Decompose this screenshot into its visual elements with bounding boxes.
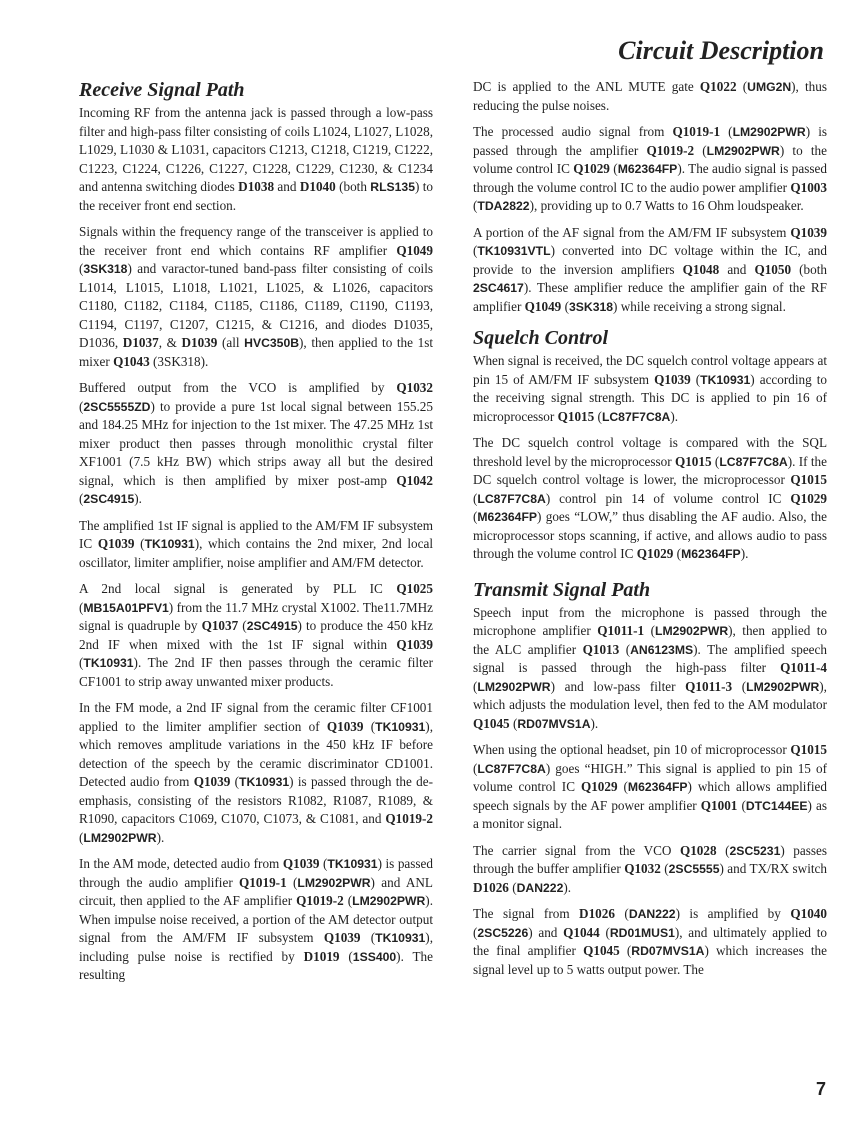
part-ref: Q1039 — [790, 224, 827, 240]
paragraph: The signal from D1026 (DAN222) is amplified by Q1040 (2SC5226) and Q1044 (RD01MUS1), and ultimately applied to the final amplifier Q1045 (RD07MVS1A) which increases the signal level up to 5 watts output power. The — [473, 906, 827, 977]
part-ref: Q1015 — [790, 742, 827, 757]
transmit-paragraphs — [473, 604, 827, 980]
part-ref: Q1048 — [682, 261, 720, 277]
part-ref: Q1039 — [193, 774, 231, 789]
part-ref: 1SS400 — [352, 949, 397, 964]
part-ref: 2SC5555 — [668, 862, 720, 876]
part-ref: LM2902PWR — [297, 875, 371, 890]
part-ref: TK10931VTL — [477, 244, 551, 258]
part-ref: Q1039 — [326, 718, 364, 734]
part-ref: Q1019-2 — [385, 811, 433, 826]
part-ref: LC87F7C8A — [601, 409, 671, 424]
part-ref: LM2902PWR — [477, 679, 551, 694]
paragraph: Incoming RF from the antenna jack is passed through a low-pass filter and high-pass filter consisting of coils L1024, L1027, L1028, L1029, L1030 & L1031, capacitors C1213, C1218, C1219, C1222, C1223, C1224, C1226, C1227, C1228, C1229, C1230, & C1234 and antenna switching diodes D1038 and D1040 (both RLS135) to the receiver front end section. — [79, 105, 433, 213]
paragraph: In the FM mode, a 2nd IF signal from the ceramic filter CF1001 applied to the limiter amplifier section of Q1039 (TK10931), which removes amplitude variations in the 450 kHz IF before detection of the speech by the ceramic discriminator CD1001. Detected audio from Q1039 (TK10931) is passed through the de-emphasis, consisting of the resistors R1082, R1087, R1089, & R1090, capacitors C1069, C1070, C1073, & C1081, and Q1019-2 (LM2902PWR). — [79, 700, 433, 845]
part-ref: Q1044 — [563, 924, 600, 940]
part-ref: LM2902PWR — [706, 143, 780, 158]
part-ref: AN6123MS — [630, 642, 694, 657]
part-ref: LM2902PWR — [352, 894, 426, 908]
part-ref: LM2902PWR — [732, 125, 806, 139]
part-ref: D1019 — [303, 948, 340, 964]
part-ref: TK10931 — [375, 719, 426, 734]
part-ref: Q1029 — [573, 161, 610, 176]
part-ref: Q1022 — [699, 79, 737, 94]
part-ref: Q1001 — [700, 797, 738, 813]
part-ref: DAN222 — [628, 907, 676, 921]
part-ref: 2SC5555ZD — [83, 399, 151, 414]
part-ref: Q1037 — [201, 618, 239, 633]
receive-heading: Receive Signal Path — [79, 79, 245, 101]
receive-paragraphs — [79, 104, 433, 985]
part-ref: Q1011-3 — [685, 678, 733, 694]
part-ref: Q1019-2 — [646, 142, 695, 158]
paragraph: When signal is received, the DC squelch control voltage appears at pin 15 of AM/FM IF subsystem Q1039 (TK10931) according to the receiving signal strength. This DC is applied to pin 16 of microprocessor Q1015 (LC87F7C8A). — [473, 353, 827, 424]
paragraph: The DC squelch control voltage is compared with the SQL threshold level by the microprocessor Q1015 (LC87F7C8A). If the DC squelch control voltage is lower, the microprocessor Q1015 (LC87F7C8A) control pin 14 of volume control IC Q1029 (M62364FP) goes “LOW,” thus disabling the AF audio. Also, the microprocessor stops scanning, if active, and allows audio to pass through the volume control IC Q1029 (M62364FP). — [473, 435, 827, 561]
part-ref: Q1039 — [396, 636, 433, 652]
part-ref: 2SC4617 — [473, 281, 524, 295]
part-ref: RD01MUS1 — [609, 925, 675, 940]
part-ref: MB15A01PFV1 — [83, 600, 169, 615]
paragraph: Speech input from the microphone is passed through the microphone amplifier Q1011-1 (LM2902PWR), then applied to the ALC amplifier Q1013 (AN6123MS). The amplified speech signal is passed through the high-pass filter Q1011-4 (LM2902PWR) and low-pass filter Q1011-3 (LM2902PWR), which adjusts the modulation level, then fed to the AM modulator Q1045 (RD07MVS1A). — [473, 604, 827, 731]
part-ref: 2SC5231 — [729, 843, 781, 858]
part-ref: LM2902PWR — [655, 624, 729, 638]
part-ref: TK10931 — [83, 656, 134, 670]
part-ref: UMG2N — [747, 80, 792, 94]
part-ref: LM2902PWR — [746, 679, 820, 694]
part-ref: Q1042 — [396, 472, 433, 488]
paragraph: The amplified 1st IF signal is applied to the AM/FM IF subsystem IC Q1039 (TK10931), which contains the 2nd mixer, 2nd local oscillator, limiter amplifier, noise amplifier and AM/FM detector. — [79, 517, 434, 570]
paragraph: The processed audio signal from Q1019-1 (LM2902PWR) is passed through the amplifier Q1019-2 (LM2902PWR) to the volume control IC Q1029 (M62364FP). The audio signal is passed through the volume control IC to the audio power amplifier Q1003 (TDA2822), providing up to 0.7 Watts to 16 Ohm loudspeaker. — [473, 124, 828, 213]
part-ref: Q1015 — [674, 453, 712, 469]
part-ref: 3SK318 — [568, 299, 614, 314]
part-ref: M62364FP — [627, 780, 688, 794]
part-ref: TK10931 — [327, 857, 378, 871]
part-ref: Q1043 — [113, 353, 150, 369]
part-ref: M62364FP — [477, 510, 538, 524]
part-ref: D1038 — [238, 179, 275, 194]
paragraph: A portion of the AF signal from the AM/FM IF subsystem Q1039 (TK10931VTL) converted into DC voltage within the IC, and provide to the inversion amplifiers Q1048 and Q1050 (both 2SC4617). These amplifier reduce the amplifier gain of the RF amplifier Q1049 (3SK318) while receiving a strong signal. — [473, 224, 827, 314]
paragraph: Signals within the frequency range of the transceiver is applied to the receiver front end which contains RF amplifier Q1049 (3SK318) and varactor-tuned band-pass filter consisting of coils L1014, L1015, L1018, L1021, L1025, & L1026, capacitors C1180, C1182, C1184, C1185, C1186, C1189, C1190, C1193, C1194, C1197, C1207, C1215, & C1216, and diodes D1035, D1036, D1037, & D1039 (all HVC350B), then applied to the 1st mixer Q1043 (3SK318). — [79, 224, 433, 369]
part-ref: TK10931 — [239, 775, 290, 789]
part-ref: 2SC4915 — [246, 619, 298, 633]
part-ref: RLS135 — [370, 180, 415, 194]
right-column — [473, 78, 827, 987]
part-ref: Q1029 — [580, 779, 618, 794]
part-ref: LM2902PWR — [83, 830, 157, 845]
part-ref: DTC144EE — [745, 798, 808, 813]
part-ref: Q1013 — [582, 641, 620, 657]
page-number: 7 — [815, 1079, 826, 1099]
part-ref: LC87F7C8A — [477, 491, 546, 506]
part-ref: Q1025 — [396, 581, 433, 596]
paragraph: DC is applied to the ANL MUTE gate Q1022 (UMG2N), thus reducing the pulse noises. — [473, 79, 828, 113]
part-ref: 3SK318 — [83, 262, 128, 276]
part-ref: Q1029 — [636, 546, 674, 561]
part-ref: D1026 — [579, 906, 615, 921]
part-ref: LC87F7C8A — [477, 761, 546, 776]
part-ref: Q1019-1 — [672, 124, 721, 139]
paragraph: Buffered output from the VCO is amplified by Q1032 (2SC5555ZD) to provide a pure 1st local signal between 155.25 and 184.25 MHz for injection to the 1st mixer. The 47.25 MHz 1st mixer product then passes through monolithic crystal filter XF1001 (7.5 kHz BW) which strips away all but the desired signal, which is then amplified by mixer post-amp Q1042 (2SC4915). — [79, 380, 433, 506]
part-ref: HVC350B — [244, 336, 300, 350]
part-ref: Q1039 — [97, 536, 135, 551]
part-ref: Q1011-1 — [597, 623, 645, 638]
part-ref: LC87F7C8A — [719, 454, 788, 469]
receive-cont-paragraphs — [473, 78, 827, 316]
part-ref: RD07MVS1A — [631, 944, 705, 958]
left-column — [79, 78, 433, 993]
part-ref: M62364FP — [681, 547, 741, 561]
squelch-paragraphs — [473, 352, 827, 564]
part-ref: Q1011-4 — [780, 660, 827, 675]
part-ref: Q1019-1 — [239, 874, 287, 890]
part-ref: 2SC4915 — [83, 492, 135, 506]
part-ref: TDA2822 — [477, 199, 530, 213]
part-ref: 2SC5226 — [477, 925, 529, 940]
part-ref: D1039 — [181, 335, 218, 350]
part-ref: Q1039 — [282, 856, 320, 871]
paragraph: A 2nd local signal is generated by PLL IC Q1025 (MB15A01PFV1) from the 11.7 MHz crystal X1002. The11.7MHz signal is quadruple by Q1037 (2SC4915) to produce the 450 kHz 2nd IF when mixed with the 1st IF signal within Q1039 (TK10931). The 2nd IF then passes through the ceramic filter CF1001 to strip away unwanted mixer products. — [79, 581, 433, 689]
part-ref: Q1028 — [679, 842, 717, 858]
part-ref: Q1032 — [396, 380, 433, 395]
paragraph: In the AM mode, detected audio from Q1039 (TK10931) is passed through the audio amplifier Q1019-1 (LM2902PWR) and ANL circuit, then applied to the AF amplifier Q1019-2 (LM2902PWR). When impulse noise received, a portion of the AM detector output signal from the AM/FM IF subsystem Q1039 (TK10931), including pulse noise is rectified by D1019 (1SS400). The resulting — [79, 856, 433, 982]
part-ref: Q1050 — [754, 261, 792, 277]
part-ref: Q1003 — [790, 179, 827, 195]
part-ref: Q1045 — [473, 715, 510, 731]
part-ref: DAN222 — [516, 880, 564, 895]
part-ref: D1040 — [299, 179, 336, 194]
squelch-heading: Squelch Control — [473, 327, 609, 349]
part-ref: Q1029 — [790, 490, 827, 506]
part-ref: Q1040 — [790, 906, 827, 921]
part-ref: Q1039 — [654, 371, 691, 387]
page-header: Circuit Description — [618, 36, 824, 65]
part-ref: Q1049 — [396, 242, 433, 258]
transmit-heading: Transmit Signal Path — [473, 578, 651, 601]
paragraph: The carrier signal from the VCO Q1028 (2SC5231) passes through the buffer amplifier Q1032 (2SC5555) and TX/RX switch D1026 (DAN222). — [473, 842, 827, 895]
part-ref: Q1049 — [524, 298, 562, 314]
part-ref: TK10931 — [700, 372, 751, 387]
part-ref: TK10931 — [144, 537, 195, 551]
part-ref: Q1032 — [624, 861, 661, 876]
part-ref: Q1045 — [583, 943, 620, 958]
part-ref: Q1015 — [557, 408, 595, 424]
part-ref: D1026 — [473, 879, 509, 895]
part-ref: Q1019-2 — [296, 893, 344, 908]
paragraph: When using the optional headset, pin 10 of microprocessor Q1015 (LC87F7C8A) goes “HIGH.” This signal is applied to pin 15 of volume control IC Q1029 (M62364FP) which allows amplified speech signals by the AF power amplifier Q1001 (DTC144EE) as a monitor signal. — [473, 742, 827, 831]
part-ref: RD07MVS1A — [517, 716, 591, 731]
part-ref: Q1015 — [790, 472, 827, 487]
part-ref: TK10931 — [375, 931, 426, 945]
part-ref: D1037 — [122, 335, 159, 350]
part-ref: M62364FP — [617, 162, 678, 176]
part-ref: Q1039 — [323, 930, 361, 945]
